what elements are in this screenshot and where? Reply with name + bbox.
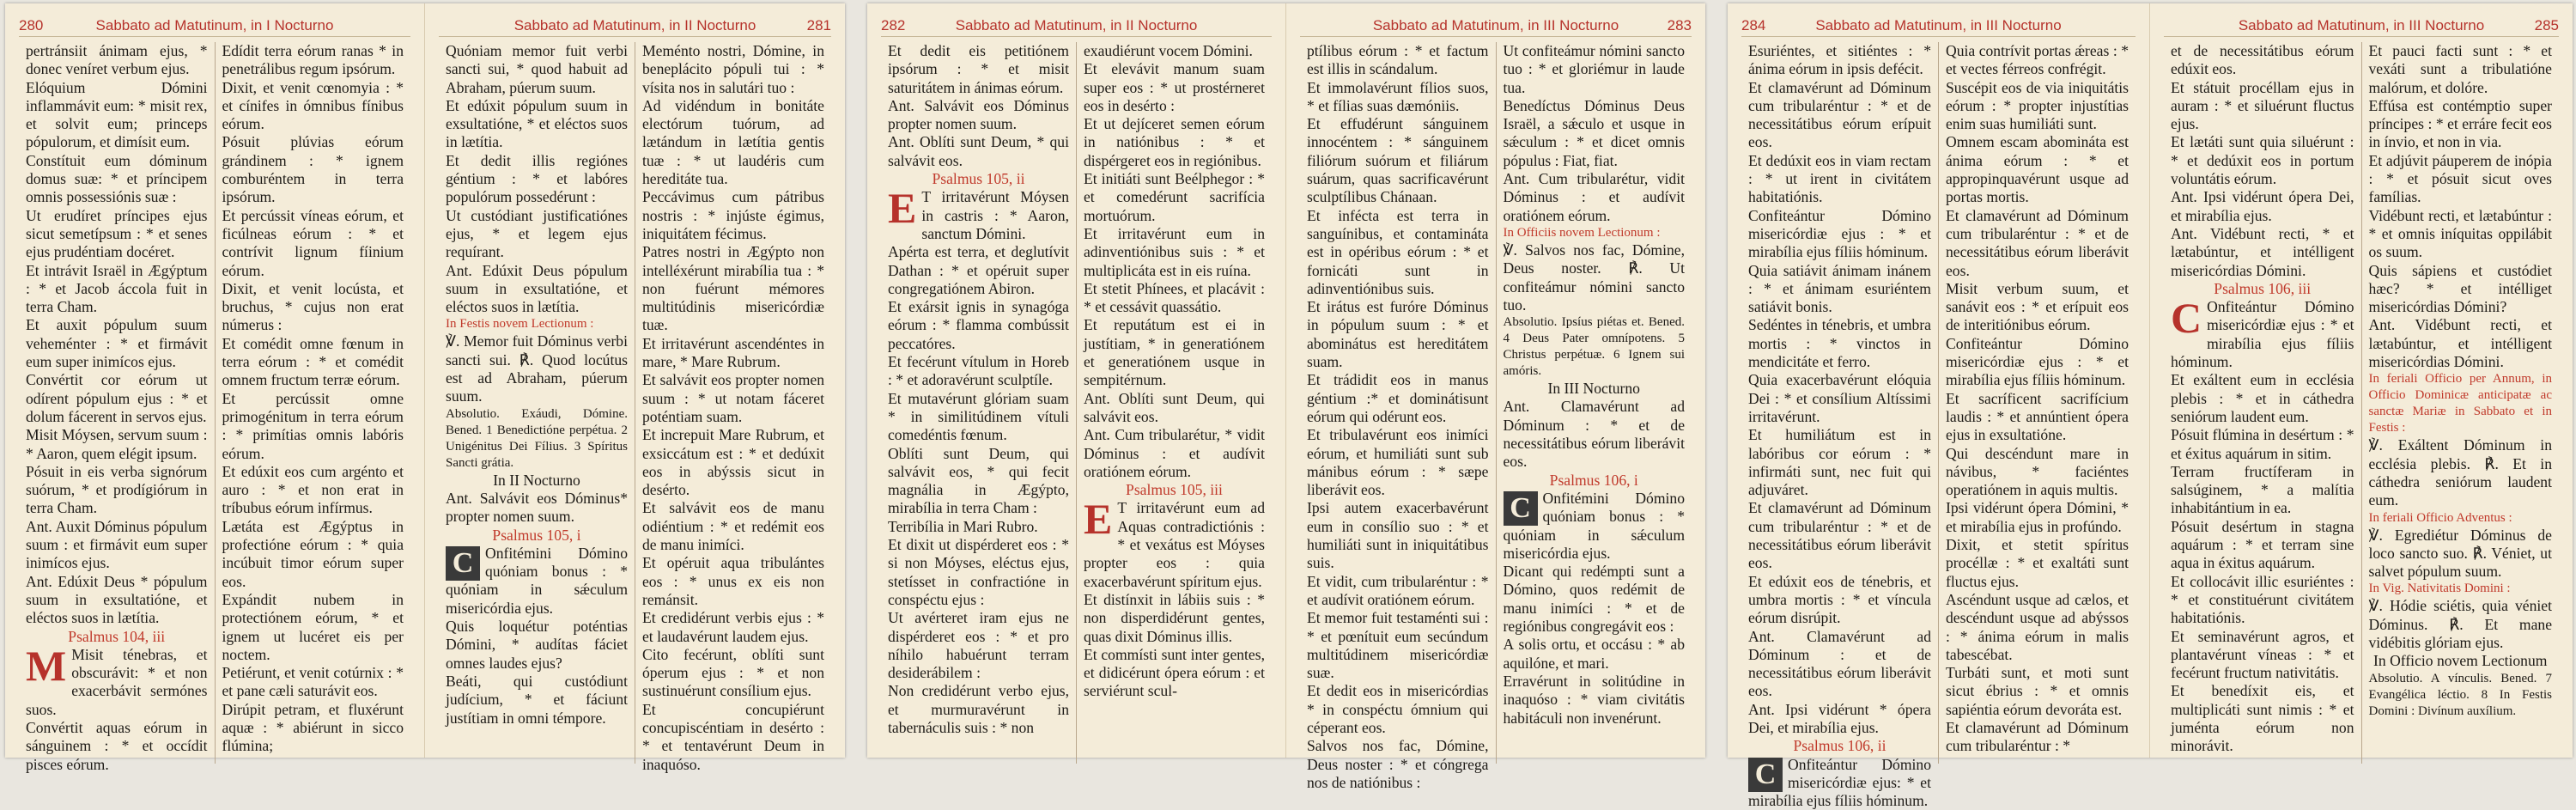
page-header: [19, 15, 410, 37]
verse: Et salvávit eos propter nomen suum : * ut notam fáceret poténtiam suam.: [642, 371, 824, 425]
verse: Et tribulavérunt eos inimíci eórum, et humiliáti sunt sub mánibus eórum : * sæpe liberávit eos.: [1307, 426, 1489, 499]
drop-cap: M: [26, 641, 67, 690]
verse: Et trádidit eos in manus géntium :* et dominátisunt eórum qui odérunt eos.: [1307, 371, 1489, 425]
verse: Ant. Ipsi vidérunt * ópera Dei, et mirabília ejus.: [1748, 700, 1931, 736]
verse: Et pauci facti sunt : * et vexáti sunt a tribulatióne malórum, et dolóre.: [2368, 42, 2552, 96]
verse: Et initiáti sunt Beélphegor : * et comedérunt sacrifícia mortuórum.: [1084, 170, 1265, 224]
text-column: [881, 42, 1076, 764]
verse: Et irritavérunt eum in adinventiónibus suis : * et multiplicáta est in eis ruína.: [1084, 224, 1265, 279]
verse-text: Onfiteántur Dómino misericórdiæ ejus : * et mirabília ejus fíliis hóminum.: [2171, 298, 2354, 371]
verse: Et ut dejíceret semen eórum in natiónibus : * et dispérgeret eos in regiónibus.: [1084, 115, 1265, 169]
drop-cap: E: [1084, 495, 1113, 544]
verse: Et humiliátum est in labóribus cor eórum : * infirmáti sunt, nec fuit qui adjuváret.: [1748, 426, 1931, 499]
verse: exaudiérunt vocem Dómini.: [1084, 42, 1253, 59]
verse: ℣. Hódie sciétis, quia véniet Dóminus. ℟. Et mane vidébitis glóriam ejus.: [2368, 597, 2552, 652]
verse: Et reputátum est ei in justítiam, * in generatiónem et generatiónem usque in sempitérnum.: [1084, 316, 1265, 389]
verse: Confiteántur Dómino misericórdiæ ejus : * et mirabília ejus fíliis hóminum.: [1946, 334, 2129, 389]
verse: Et intrávit Israël in Ægýptum : * et Jacob áccola fuit in terra Cham.: [26, 261, 208, 316]
psalm-verse-initial: [888, 184, 1069, 243]
verse: Ant. Oblíti sunt Deum, * qui salvávit eos.: [888, 133, 1069, 169]
page-number: 285: [2534, 17, 2559, 33]
verse: Convértit cor eórum ut odírent pópulum ejus : * et dolum fácerent in servos ejus.: [26, 371, 208, 425]
verse-text: T irritavérunt Móysen in castris : * Aaron, sanctum Dómini.: [921, 188, 1069, 242]
verse: Et clamavérunt ad Dóminum cum tribularéntur : *: [1946, 718, 2129, 755]
verse: Ipsi autem exacerbavérunt eum in consílio suo : * et humiliáti sunt in iniquitátibus suis.: [1307, 499, 1489, 572]
psalm-verse-initial: [2171, 294, 2354, 371]
text-column: [2164, 42, 2361, 764]
verse: Suscépit eos de via iniquitátis eórum : * propter injustítias enim suas humiliáti sunt.: [1946, 78, 2129, 133]
rubric: In feriali Officio Adventus :: [2368, 510, 2512, 525]
page-285: [2150, 3, 2573, 758]
verse: Quia contrívit portas ǽreas : * et vectes férreos confrégit.: [1946, 42, 2129, 78]
drop-cap: C: [446, 546, 480, 581]
page-number: 283: [1667, 17, 1692, 33]
verse-text: Onfiteántur Dómino misericórdiæ ejus: * et mirabília ejus fíliis hóminum.: [1748, 755, 1931, 810]
verse: Et commísti sunt inter gentes, et didicérunt ópera eórum : et serviérunt scul-: [1084, 645, 1265, 700]
verse: Ut custódiant justificatiónes ejus, * et legem ejus requírant.: [446, 206, 628, 261]
verse: Pósuit in eis verba signórum suórum, * et prodígiórum in terra Cham.: [26, 462, 208, 517]
section-heading: In Officio novem Lectionum: [2373, 652, 2548, 670]
verse: Et stetit Phínees, et placávit : * et cessávit quassátio.: [1084, 279, 1265, 316]
rubric: In Festis novem Lectionum :: [446, 317, 594, 332]
verse: Terram fructíferam in salsúginem, * a malítia inhabitántium in ea.: [2171, 462, 2354, 517]
verse: Absolutio. Exáudi, Dómine. Bened. 1 Benedictióne perpétua. 2 Unigénitus Dei Fílius. 3 Spíritus Sancti grátia.: [446, 406, 628, 470]
verse: Convértit aquas eórum in sánguinem : * et occídit pisces eórum.: [26, 718, 208, 773]
text-columns: [1741, 42, 2136, 810]
verse: Erravérunt in solitúdine in inaquóso : * viam civitátis habitáculi non invenérunt.: [1503, 672, 1685, 727]
section-heading: Psalmus 106, i: [1549, 471, 1638, 489]
page-header: [2164, 15, 2559, 37]
text-columns: [881, 42, 1272, 764]
running-title: Sabbato ad Matutinum, in III Nocturno: [2238, 17, 2485, 33]
verse: Et dedit eis petitiónem ipsórum : * et misit saturitátem in ánimas eórum.: [888, 42, 1069, 96]
verse: Et irátus est furóre Dóminus in pópulum suum : * et abominátus est hereditátem suam.: [1307, 298, 1489, 371]
verse: Ant. Clamavérunt ad Dóminum : * et de necessitátibus eórum liberávit eos.: [1503, 398, 1685, 471]
verse: Dixit, et venit locústa, et bruchus, * cujus non erat númerus :: [222, 279, 404, 334]
verse: Ant. Cum tribularétur, * vidit Dóminus : et audívit oratiónem eórum.: [1084, 426, 1265, 480]
verse: Ad vidéndum in bonitáte electórum tuórum, ad lætándum in lætítia gentis tuæ : * ut laudéris cum hereditáte tua.: [642, 96, 824, 188]
verse: et de necessitátibus eórum edúxit eos.: [2171, 42, 2354, 78]
verse: Ut erudíret príncipes ejus sicut semetípsum : * et senes ejus prudéntiam docéret.: [26, 206, 208, 261]
verse: Cito fecérunt, oblíti sunt óperum ejus : * et non sustinuérunt consílium ejus.: [642, 645, 824, 700]
section-heading: Psalmus 106, iii: [2214, 279, 2312, 297]
verse: Confiteántur Dómino misericórdiæ ejus : * et mirabília ejus fíliis hóminum.: [1748, 206, 1931, 261]
verse: Et clamavérunt ad Dóminum cum tribularéntur : * et de necessitátibus eórum liberávit eos.: [1946, 206, 2129, 279]
running-title: Sabbato ad Matutinum, in III Nocturno: [1815, 17, 2062, 33]
page-header: [439, 15, 831, 37]
verse: Et elevávit manum suam super eos : * ut prostérneret eos in desérto :: [1084, 60, 1265, 114]
page-number: 284: [1741, 17, 1766, 33]
verse: Ant. Auxit Dóminus pópulum suum : et firmávit eum super inimícos ejus.: [26, 517, 208, 572]
verse: Et distínxit in lábiis suis : * non disperdidérunt gentes, quas dixit Dóminus illis.: [1084, 590, 1265, 645]
verse: Et increpuit Mare Rubrum, et exsiccátum est : * et dedúxit eos in abýssis sicut in desérto.: [642, 426, 824, 499]
section-heading: Psalmus 105, iii: [1126, 481, 1223, 499]
psalm-verse-initial: [446, 545, 628, 618]
verse: Pósuit plúvias eórum grándinem : * ignem comburéntem in terra ipsórum.: [222, 133, 404, 206]
verse: Oblíti sunt Deum, qui salvávit eos, * qui fecit magnália in Ægýpto, mirabília in terra Cham :: [888, 444, 1069, 517]
verse: Beáti, qui custódiunt judícium, * et fáciunt justítiam in omni témpore.: [446, 672, 628, 727]
section-heading: Psalmus 105, ii: [932, 170, 1025, 188]
rubric: In Officiis novem Lectionum :: [1503, 225, 1661, 240]
text-columns: [1300, 42, 1692, 791]
psalm-verse-initial: [1504, 490, 1686, 563]
verse: Ant. Cum tribularétur, vidit Dóminus : et audívit oratiónem eórum.: [1503, 170, 1685, 224]
page-number: 280: [19, 17, 44, 33]
verse: Pósuit desértum in stagna aquárum : * et terram sine aqua in éxitus aquárum.: [2171, 517, 2354, 572]
section-heading: Psalmus 105, i: [492, 526, 581, 544]
text-column: [1741, 42, 1938, 810]
verse: ℣. Memor fuit Dóminus verbi sancti sui. ℟. Quod locútus est ad Abraham, púerum suum.: [446, 332, 628, 405]
verse: Et credidérunt verbis ejus : * et laudavérunt laudem ejus.: [642, 609, 824, 645]
text-column: [19, 42, 215, 773]
page-header: [881, 15, 1272, 37]
verse: Expándit nubem in protectiónem eórum, * et ignem ut lucéret eis per noctem.: [222, 590, 404, 663]
verse: Terribília in Mari Rubro.: [888, 517, 1038, 535]
verse: Et dedit eos in misericórdias * in conspéctu ómnium qui céperant eos.: [1307, 682, 1489, 736]
text-columns: [439, 42, 831, 773]
book-spread: [5, 3, 845, 773]
verse: Et státuit procéllam ejus in auram : * et siluérunt fluctus ejus.: [2171, 78, 2354, 133]
verse: Et edúxit eos de ténebris, et umbra mortis : * et víncula eórum disrúpit.: [1748, 572, 1931, 627]
verse: Et effudérunt sánguinem innocéntem : * sánguinem filiórum suórum et filiárum suárum, quas sacrificavérunt sculptílibus Chánaan.: [1307, 115, 1489, 206]
psalm-verse-initial: [1084, 495, 1265, 590]
verse: Et exáltent eum in ecclésia plebis : * et in cáthedra seniórum laudent eum.: [2171, 371, 2354, 425]
verse: Et exársit ignis in synagóga eórum : * flamma combússit peccatóres.: [888, 298, 1069, 352]
page-number: 281: [806, 17, 831, 33]
verse: Et concupiérunt concupiscéntiam in desérto : * et tentavérunt Deum in inaquóso.: [642, 700, 824, 773]
verse: pertránsiit ánimam ejus, * donec veníret verbum ejus.: [26, 42, 208, 78]
verse: ℣. Egrediétur Dóminus de loco sancto suo. ℟. Véniet, ut salvet pópulum suum.: [2368, 526, 2552, 581]
text-column: [1076, 42, 1272, 764]
verse: Et vidit, cum tribularéntur : * et audívit oratiónem eórum.: [1307, 572, 1489, 608]
verse: Salvos nos fac, Dómine, Deus noster : * et cóngrega nos de natiónibus :: [1307, 737, 1489, 791]
verse: ℣. Exáltent Dóminum in ecclésia plebis. ℟. Et in cáthedra seniórum laudent eum.: [2368, 436, 2552, 509]
text-column: [1496, 42, 1692, 764]
verse: Et benedíxit eis, et multiplicáti sunt nimis : * et juménta eórum non minorávit.: [2171, 682, 2354, 755]
verse: Dirúpit petram, et fluxérunt aquæ : * abiérunt in sicco flúmina;: [222, 700, 404, 755]
verse: Absolutio. A vínculis. Bened. 7 Evangélica léctio. 8 In Festis Domini : Divínum auxílium.: [2368, 671, 2552, 718]
page-283: [1286, 3, 1705, 791]
drop-cap: C: [1504, 491, 1538, 526]
book-spread: [1728, 3, 2573, 810]
verse: Ant. Vidébunt recti, * et lætabúntur, et intélligent misericórdias Dómini.: [2171, 224, 2354, 279]
text-column: [215, 42, 411, 764]
verse: Constítuit eum dóminum domus suæ: * et príncipem omnis possessiónis suæ :: [26, 151, 208, 206]
verse: Ant. Salvávit eos Dóminus* propter nomen suum.: [446, 489, 628, 526]
page-header: [1300, 15, 1692, 37]
text-columns: [19, 42, 410, 773]
text-column: [1938, 42, 2136, 764]
verse: Et fecérunt vítulum in Horeb : * et adoravérunt sculptíle.: [888, 353, 1069, 389]
verse: Ant. Edúxit Deus pópulum suum in exsultatióne, et eléctos suos in lætítia.: [446, 261, 628, 316]
drop-cap: E: [888, 184, 917, 233]
verse: Et dedit illis regiónes géntium : * et labóres populórum possedérunt :: [446, 151, 628, 206]
verse: Ant. Salvávit eos Dóminus propter nomen suum.: [888, 96, 1069, 133]
verse: Ant. Edúxit Deus * pópulum suum in exsultatióne, et eléctos suos in lætítia.: [26, 572, 208, 627]
running-title: Sabbato ad Matutinum, in II Nocturno: [955, 17, 1198, 33]
text-column: [2361, 42, 2560, 764]
verse: Et percússit víneas eórum, et ficúlneas eórum : * et contrívit lignum fíinium eórum.: [222, 206, 404, 279]
psalm-verse-initial: [1748, 756, 1931, 810]
page-284: [1728, 3, 2150, 810]
verse: Lætáta est Ægýptus in profectióne eórum : * quia incúbuit timor eórum super eos.: [222, 517, 404, 590]
verse: Ut confiteámur nómini sancto tuo : * et gloriémur in laude tua.: [1503, 42, 1685, 96]
verse: Absolutio. Ipsíus piétas et. Bened. 4 Deus Pater omnípotens. 5 Christus perpétuæ. 6 Ignem sui amóris.: [1503, 315, 1685, 379]
verse: Petiérunt, et venit cotúrnix : * et pane cæli saturávit eos.: [222, 664, 404, 700]
text-column: [439, 42, 635, 764]
verse: Meménto nostri, Dómine, in beneplácito pópuli tui : * vísita nos in salutári tuo :: [642, 42, 824, 96]
verse: Et auxit pópulum suum veheménter : * et firmávit eum super inimícos ejus.: [26, 316, 208, 371]
page-282: [867, 3, 1286, 758]
verse: Quis sápiens et custódiet hæc? * et intélliget misericórdias Dómini?: [2368, 261, 2552, 316]
running-title: Sabbato ad Matutinum, in I Nocturno: [95, 17, 334, 33]
text-columns: [2164, 42, 2559, 764]
verse: Et percússit omne primogénitum in terra eórum : * primítias omnis labóris eórum.: [222, 389, 404, 462]
verse: A solis ortu, et occásu : * ab aquilóne, et mari.: [1503, 636, 1685, 672]
verse: Et opéruit aqua tribulántes eos : * unus ex eis non remánsit.: [642, 554, 824, 608]
verse: Patres nostri in Ægýpto non intelléxérunt mirabília tua : * non fuérunt mémores multitúdinis misericórdiæ tuæ.: [642, 243, 824, 334]
verse: Et memor fuit testaménti sui : * et pœnítuit eum secúndum multitúdinem misericórdiæ suæ.: [1307, 609, 1489, 682]
page-header: [1741, 15, 2136, 37]
verse-text: T irritavérunt eum ad Aquas contradictiónis : * et vexátus est Móyses propter eos : quia exacerbavérunt spíritum ejus.: [1084, 499, 1265, 590]
verse: Dixit, et venit cœnomyia : * et cínifes in ómnibus fínibus eórum.: [222, 78, 404, 133]
verse: Pósuit flúmina in desértum : * et éxitus aquárum in sitim.: [2171, 426, 2354, 462]
verse: Et dixit ut dispérderet eos : * si non Móyses, eléctus ejus, stetísset in confractióne in conspéctu ejus :: [888, 536, 1069, 608]
verse: Benedíctus Dóminus Deus Israël, a sǽculo et usque in sǽculum : * et dicet omnis pópulus : Fiat, fiat.: [1503, 96, 1685, 169]
verse: Elóquium Dómini inflammávit eum: * misit rex, et solvit eum; princeps pópulorum, et dimísit eum.: [26, 78, 208, 151]
text-column: [635, 42, 831, 773]
page-281: [425, 3, 845, 773]
verse: Et immolavérunt fílios suos, * et fílias suas dæmóniis.: [1307, 78, 1489, 114]
verse: Ant. Vidébunt recti, et lætabúntur, et intélligent misericórdias Dómini.: [2368, 316, 2552, 371]
verse: Peccávimus cum pátribus nostris : * injúste égimus, iniquitátem fécimus.: [642, 188, 824, 242]
verse-text: Onfitémini Dómino quóniam bonus : * quóniam in sǽculum misericórdia ejus.: [446, 544, 628, 617]
drop-cap: C: [2171, 294, 2202, 343]
verse: Misit verbum suum, et sanávit eos : * et erípuit eos de interitiónibus eórum.: [1946, 279, 2129, 334]
verse: Omnem escam abomináta est ánima eórum : * et appropinquavérunt usque ad portas mortis.: [1946, 133, 2129, 206]
verse: Et mutavérunt glóriam suam * in similitúdinem vítuli comedéntis fœnum.: [888, 389, 1069, 444]
section-heading: Psalmus 106, ii: [1793, 737, 1886, 755]
verse-text: Onfitémini Dómino quóniam bonus : * quóniam in sǽculum misericórdia ejus.: [1503, 489, 1685, 562]
verse: Edídit terra eórum ranas * in penetrálibus regum ipsórum.: [222, 42, 404, 78]
rubric: In feriali Officio per Annum, in Officio Dominicæ anticipatæ ac sanctæ Mariæ in Sabbato et in Festis :: [2368, 372, 2552, 435]
verse: Effúsa est contémptio super príncipes : * et erráre fecit eos in ínvio, et non in via.: [2368, 96, 2552, 151]
verse: Vidébunt recti, et lætabúntur : * et omnis iníquitas oppilábit os suum.: [2368, 206, 2552, 261]
verse: Sedéntes in ténebris, et umbra mortis : * vinctos in mendicitáte et ferro.: [1748, 316, 1931, 371]
verse: Ant. Clamavérunt ad Dóminum : et de necessitátibus eórum liberávit eos.: [1748, 627, 1931, 700]
verse: Dicant qui redémpti sunt a Dómino, quos redémit de manu inimíci : * et de regiónibus congregávit eos :: [1503, 563, 1685, 636]
verse-text: Misit ténebras, et obscurávit: * et non exacerbávit sermónes suos.: [26, 645, 208, 718]
verse: Ascéndunt usque ad cælos, et descéndunt usque ad abýssos : * ánima eórum in malis tabescébat.: [1946, 590, 2129, 663]
verse: Misit Móysen, servum suum : * Aaron, quem elégit ipsum.: [26, 426, 208, 462]
verse: ptílibus eórum : * et factum est illis in scándalum.: [1307, 42, 1489, 78]
verse: Quia satiávit ánimam inánem : * et ánimam esuriéntem satiávit bonis.: [1748, 261, 1931, 316]
verse: Et irritavérunt ascendéntes in mare, * Mare Rubrum.: [642, 334, 824, 371]
section-heading: In II Nocturno: [493, 471, 580, 489]
verse: Quóniam memor fuit verbi sancti sui, * quod habuit ad Abraham, púerum suum.: [446, 42, 628, 96]
drop-cap: C: [1748, 758, 1783, 792]
verse: Et edúxit pópulum suum in exsultatióne, * et eléctos suos in lætítia.: [446, 96, 628, 151]
psalm-verse-initial: [26, 641, 208, 719]
section-heading: In III Nocturno: [1547, 380, 1640, 398]
verse: Turbáti sunt, et moti sunt sicut ébrius : * et omnis sapiéntia eórum devoráta est.: [1946, 664, 2129, 718]
verse: Dixit, et stetit spíritus procéllæ : * et exaltáti sunt fluctus ejus.: [1946, 536, 2129, 590]
verse: ℣. Salvos nos fac, Dómine, Deus noster. ℟. Ut confiteámur nómini sancto tuo.: [1503, 241, 1685, 314]
verse: Et edúxit eos cum argénto et auro : * et non erat in tríbubus eórum infírmus.: [222, 462, 404, 517]
verse: Ant. Oblíti sunt Deum, qui salvávit eos.: [1084, 389, 1265, 425]
running-title: Sabbato ad Matutinum, in II Nocturno: [513, 17, 756, 33]
text-column: [1300, 42, 1496, 791]
verse: Et seminavérunt agros, et plantavérunt víneas : * et fecérunt fructum nativitátis.: [2171, 627, 2354, 682]
verse: Ut avérteret iram ejus ne dispérderet eos : * et pro níhilo habuérunt terram desiderábilem :: [888, 609, 1069, 682]
verse: Ant. Ipsi vidérunt ópera Dei, et mirabília ejus.: [2171, 188, 2354, 224]
verse: Et sacríficent sacrifícium laudis : * et annúntient ópera ejus in exsultatióne.: [1946, 389, 2129, 444]
verse: Et comédit omne fœnum in terra eórum : * et comédit omnem fructum terræ eórum.: [222, 334, 404, 389]
rubric: In Vig. Nativitatis Domini :: [2368, 582, 2511, 596]
book-spread: [867, 3, 1705, 791]
page-280: [5, 3, 425, 773]
section-heading: Psalmus 104, iii: [68, 627, 166, 645]
verse: Et lætáti sunt quia siluérunt : * et dedúxit eos in portum voluntátis eórum.: [2171, 133, 2354, 188]
verse: Et infécta est terra in sanguínibus, et contamináta est in opéribus eórum : * et fornicáti sunt in adinventiónibus suis.: [1307, 206, 1489, 297]
verse: Et salvávit eos de manu odiéntium : * et redémit eos de manu inimíci.: [642, 499, 824, 554]
verse: Qui descéndunt mare in návibus, * faciéntes operatiónem in aquis multis.: [1946, 444, 2129, 499]
verse: Et adjúvit páuperem de inópia : * et pósuit sicut oves famílias.: [2368, 151, 2552, 206]
verse: Non credidérunt verbo ejus, et murmuravérunt in tabernáculis suis : * non: [888, 682, 1069, 736]
page-number: 282: [881, 17, 906, 33]
verse: Et clamavérunt ad Dóminum cum tribularéntur : * et de necessitátibus eórum erípuit eos.: [1748, 78, 1931, 151]
verse: Quia exacerbavérunt elóquia Dei : * et consílium Altíssimi irritavérunt.: [1748, 371, 1931, 425]
verse: Ipsi vidérunt ópera Dómini, * et mirabília ejus in profúndo.: [1946, 499, 2129, 535]
verse: Quis loquétur poténtias Dómini, * audítas fáciet omnes laudes ejus?: [446, 618, 628, 672]
verse: Et dedúxit eos in viam rectam : * ut irent in civitátem habitatiónis.: [1748, 151, 1931, 206]
verse: Et clamavérunt ad Dóminum cum tribularéntur : * et de necessitátibus eórum liberávit eos.: [1748, 499, 1931, 572]
verse: Apérta est terra, et deglutívit Dathan : * et opéruit super congregatiónem Abiron.: [888, 243, 1069, 297]
verse: Et collocávit illic esuriéntes : * et constituérunt civitátem habitatiónis.: [2171, 572, 2354, 627]
running-title: Sabbato ad Matutinum, in III Nocturno: [1372, 17, 1619, 33]
verse: Esuriéntes, et sitiéntes : * ánima eórum in ipsis defécit.: [1748, 42, 1931, 78]
